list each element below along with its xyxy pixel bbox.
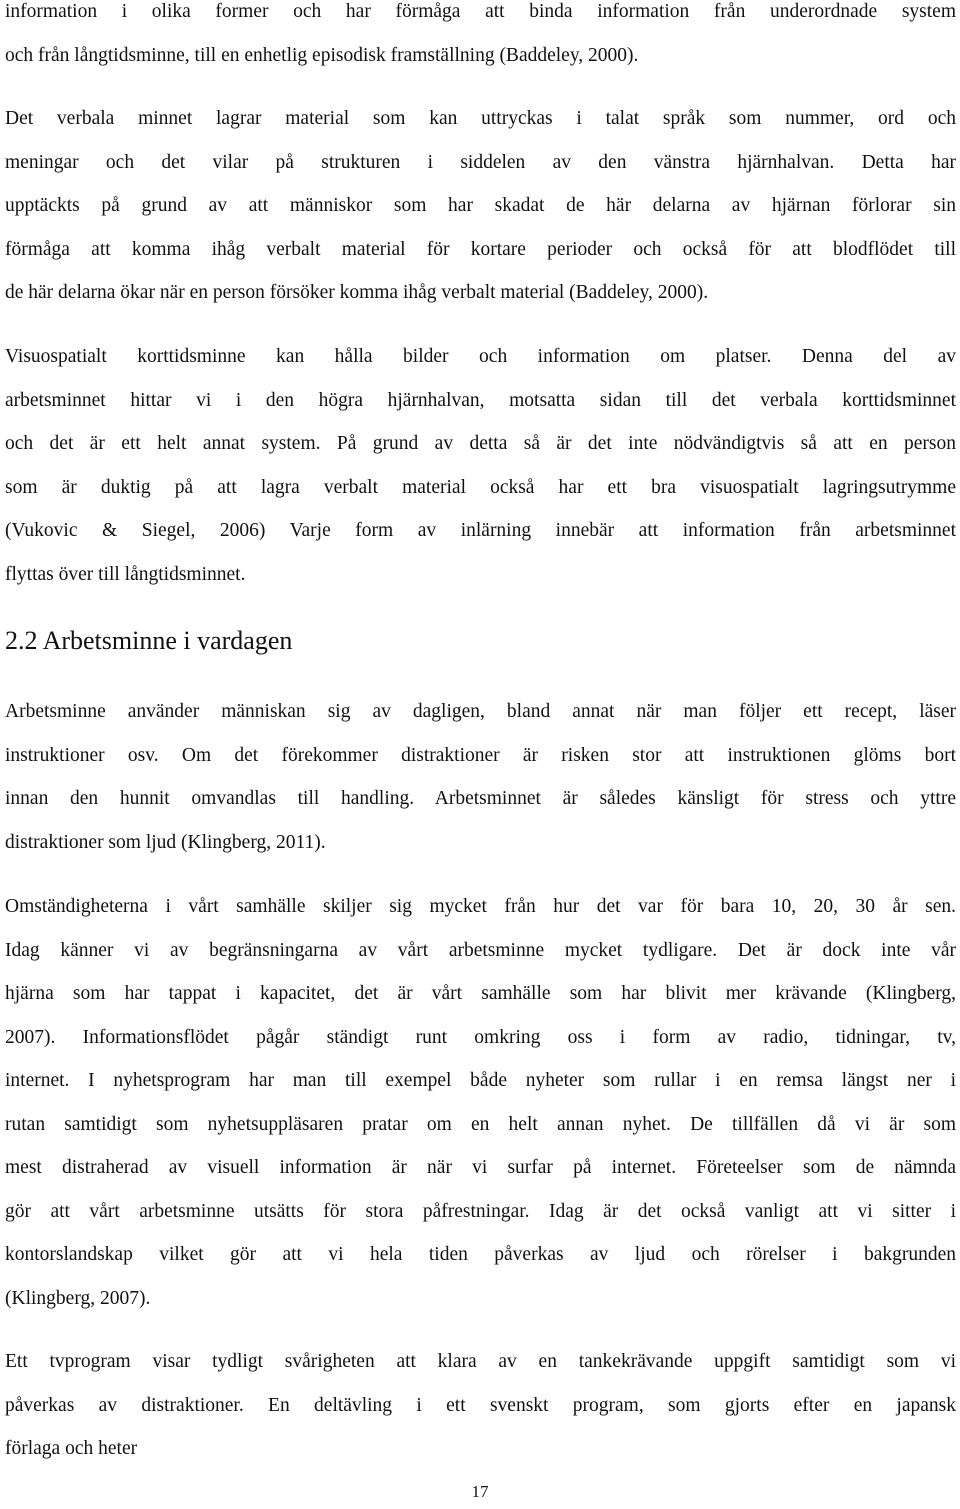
text-line: flyttas över till långtidsminnet. (5, 563, 246, 585)
text-line: innan den hunnit omvandlas till handling. Arbetsminnet är således känsligt för stress och yttre (5, 788, 956, 809)
paragraph-verbal-memory (5, 97, 956, 315)
paragraph-society (5, 885, 956, 1320)
text-line: instruktioner osv. Om det förekommer distraktioner är risken stor att instruktionen glöms bort (5, 744, 956, 766)
text-line: som är duktig på att lagra verbalt material också har ett bra visuospatialt lagringsutrymme (5, 476, 956, 498)
text-line: information i olika former och har förmåga att binda information från underordnade system (5, 1, 956, 22)
paragraph-everyday (5, 690, 956, 864)
text-line: (Klingberg, 2007). (5, 1287, 151, 1309)
text-line: Omständigheterna i vårt samhälle skiljer sig mycket från hur det var för bara 10, 20, 30 år sen. (5, 896, 956, 917)
text-line: påverkas av distraktioner. En deltävling i ett svenskt program, som gjorts efter en japansk (5, 1394, 956, 1416)
page-number: 17 (471, 1482, 489, 1501)
paragraph-continuation (5, 0, 956, 77)
text-line: meningar och det vilar på strukturen i siddelen av den vänstra hjärnhalvan. Detta har (5, 151, 956, 173)
paragraph-tv-program (5, 1340, 956, 1471)
text-line: upptäckts på grund av att människor som har skadat de här delarna av hjärnan förlorar sin (5, 195, 956, 216)
text-line: 2007). Informationsflödet pågår ständigt runt omkring oss i form av radio, tidningar, tv, (5, 1026, 956, 1048)
text-line: Idag känner vi av begränsningarna av vårt arbetsminne mycket tydligare. Det är dock inte vår (5, 939, 956, 961)
text-line: Ett tvprogram visar tydligt svårigheten att klara av en tankekrävande uppgift samtidigt som vi (5, 1351, 956, 1372)
text-line: de här delarna ökar när en person försöker komma ihåg verbalt material (Baddeley, 2000). (5, 282, 709, 303)
text-line: förmåga att komma ihåg verbalt material för kortare perioder och också för att blodflödet till (5, 238, 956, 260)
text-line: Visuospatialt korttidsminne kan hålla bilder och information om platser. Denna del av (5, 346, 956, 367)
text-line: Det verbala minnet lagrar material som kan uttryckas i talat språk som nummer, ord och (5, 108, 956, 129)
text-line: och det är ett helt annat system. På grund av detta så är det inte nödvändigtvis så att en person (5, 433, 956, 454)
text-line: kontorslandskap vilket gör att vi hela tiden påverkas av ljud och rörelser i bakgrunden (5, 1244, 956, 1265)
text-line: internet. I nyhetsprogram har man till exempel både nyheter som rullar i en remsa längst ner i (5, 1070, 956, 1091)
text-line: hjärna som har tappat i kapacitet, det är vårt samhälle som har blivit mer krävande (Klingberg, (5, 983, 956, 1004)
text-line: (Vukovic & Siegel, 2006) Varje form av inlärning innebär att information från arbetsminnet (5, 520, 956, 541)
text-line: distraktioner som ljud (Klingberg, 2011). (5, 831, 326, 853)
text-line: rutan samtidigt som nyhetsuppläsaren pratar om en helt annan nyhet. De tillfällen då vi är som (5, 1113, 956, 1135)
text-line: mest distraherad av visuell information är när vi surfar på internet. Företeelser som de nämnda (5, 1157, 956, 1178)
text-line: Arbetsminne använder människan sig av dagligen, bland annat när man följer ett recept, läser (5, 701, 956, 722)
text-line: förlaga och heter (5, 1438, 138, 1459)
text-line: arbetsminnet hittar vi i den högra hjärnhalvan, motsatta sidan till det verbala korttidsminnet (5, 389, 956, 411)
text-line: och från långtidsminne, till en enhetlig episodisk framställning (Baddeley, 2000). (5, 44, 639, 66)
text-line: gör att vårt arbetsminne utsätts för stora påfrestningar. Idag är det också vanligt att vi sitter i (5, 1200, 956, 1222)
section-heading: 2.2 Arbetsminne i vardagen (5, 626, 293, 655)
paragraph-visuospatial (5, 335, 956, 596)
